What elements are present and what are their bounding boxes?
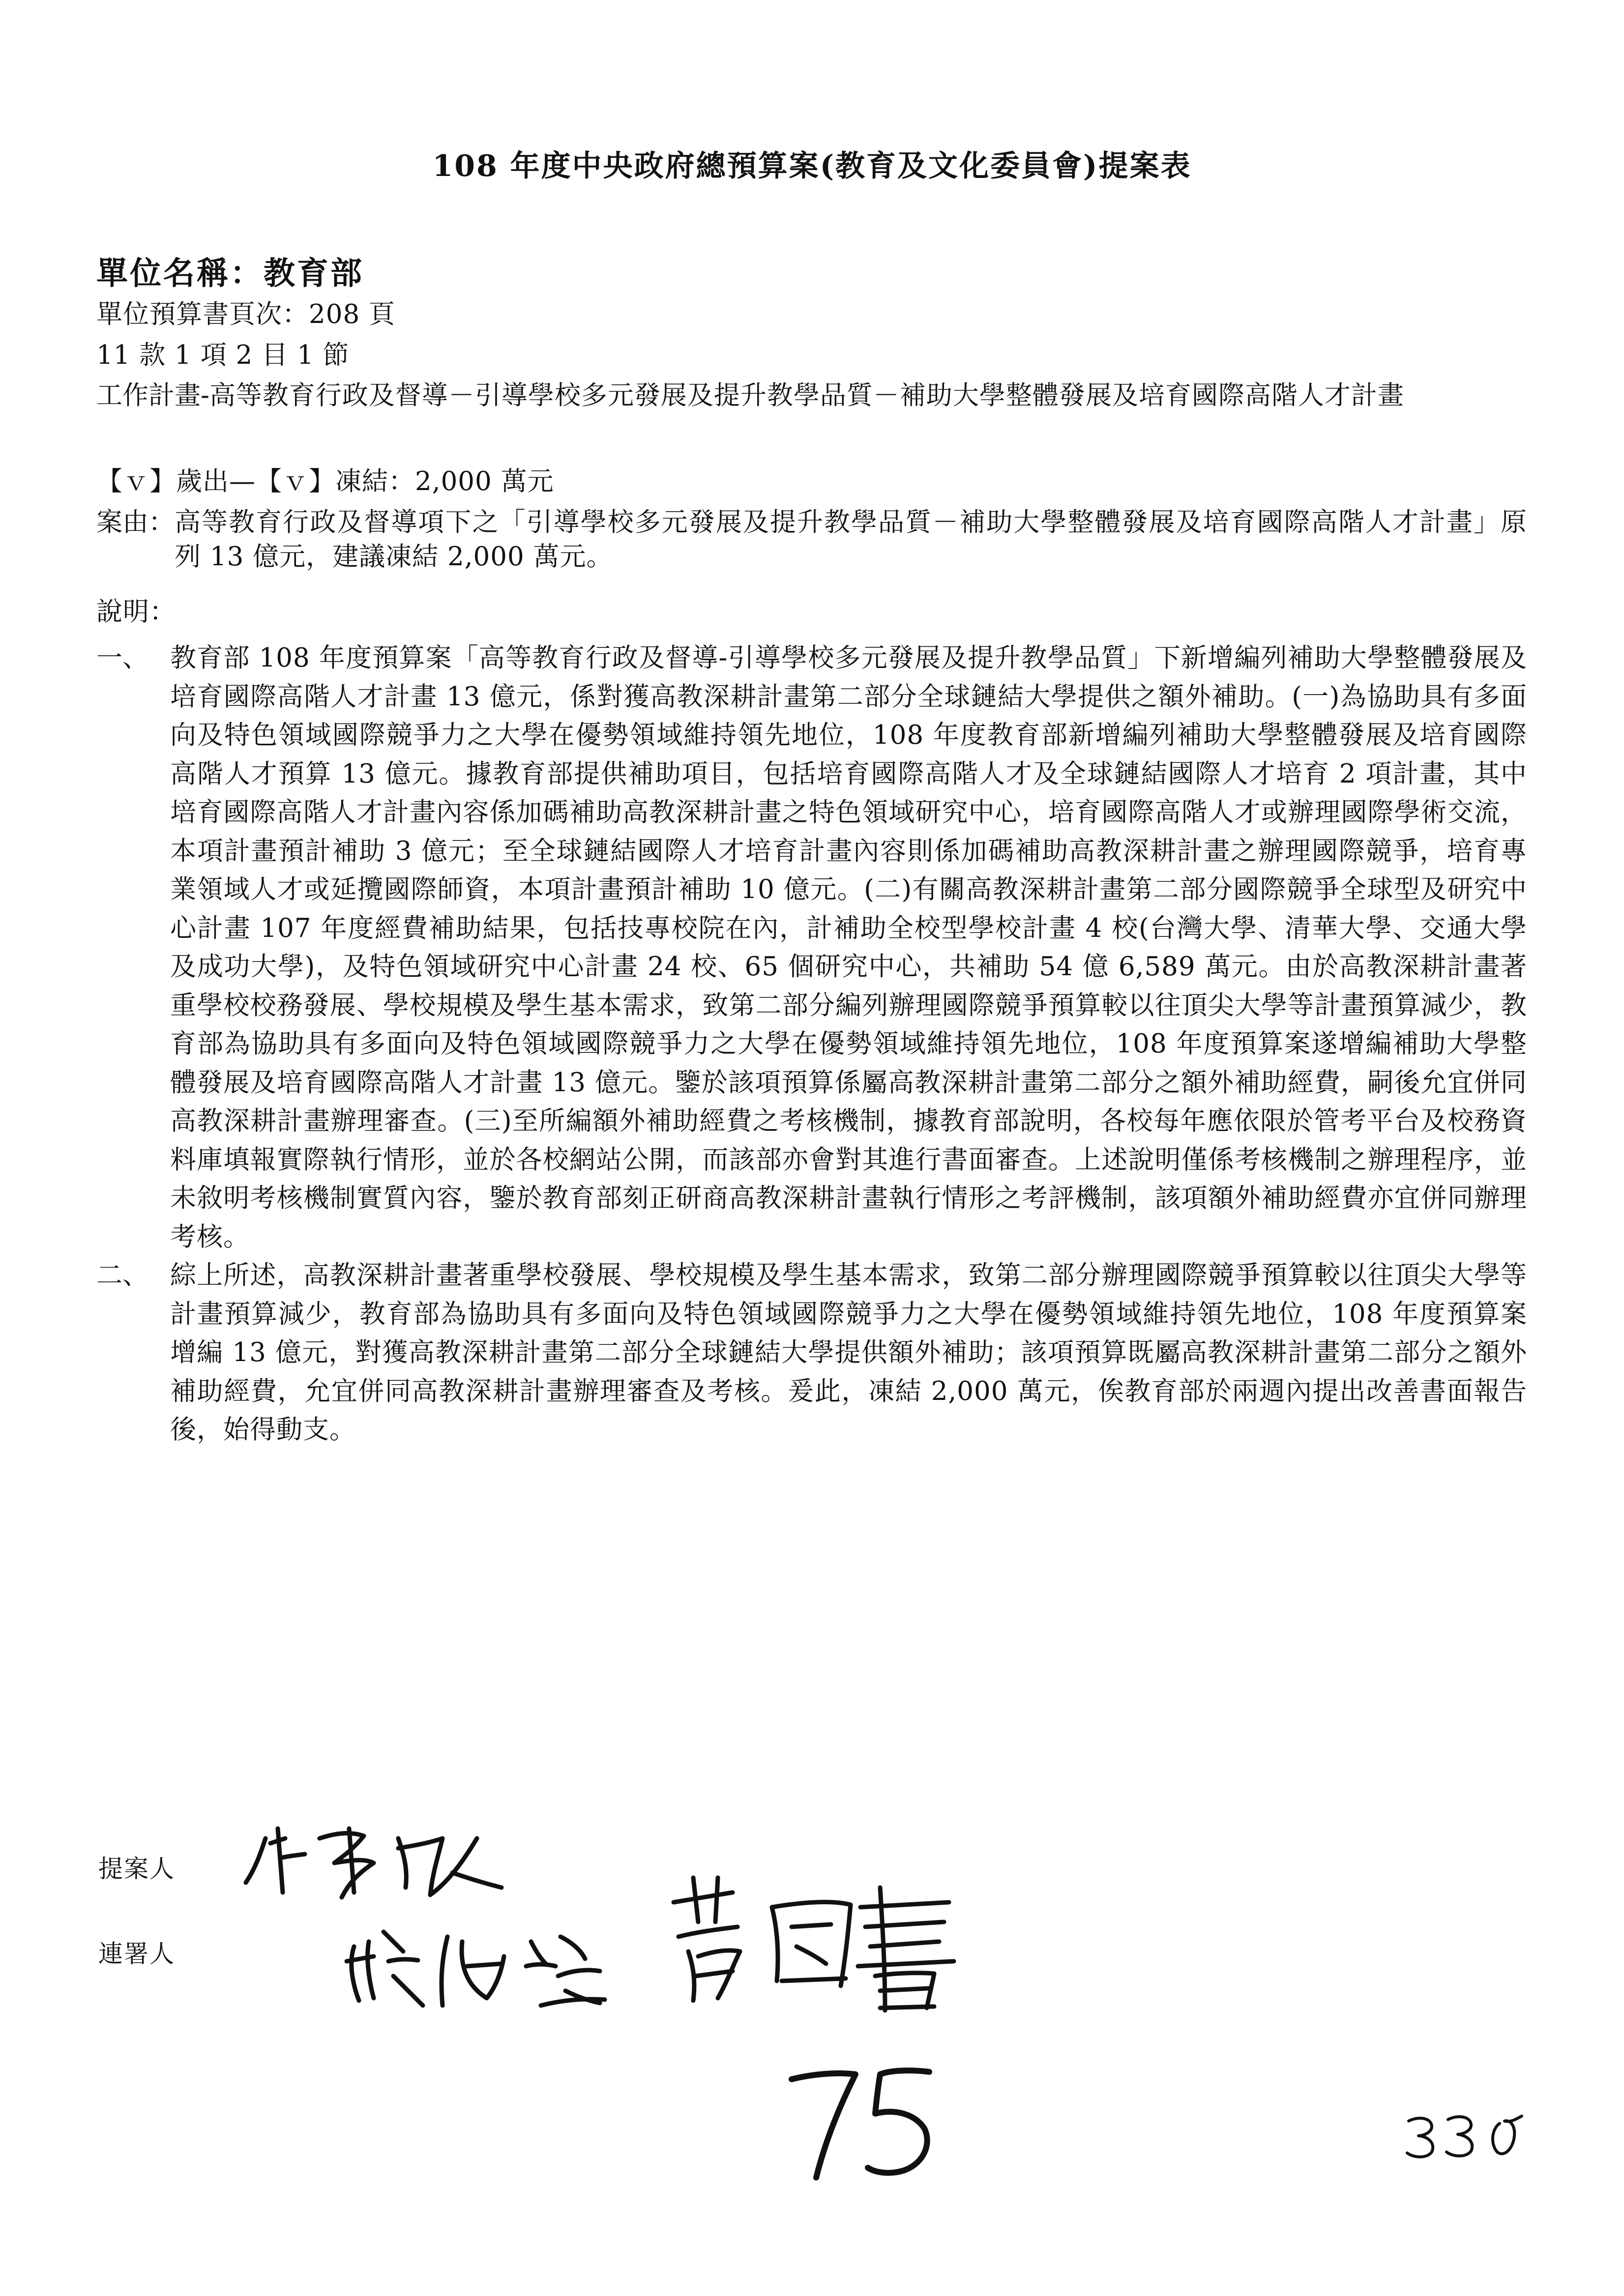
work-plan-label: 工作計畫- <box>96 380 209 410</box>
work-plan-text: 高等教育行政及督導－引導學校多元發展及提升教學品質－補助大學整體發展及培育國際高階人才計畫 <box>209 380 1404 410</box>
budget-page: 單位預算書頁次：208 頁 <box>96 299 396 329</box>
item-text: 綜上所述，高教深耕計畫著重學校發展、學校規模及學生基本需求，致第二部分辦理國際競爭預算較以往頂尖大學等計畫預算減少，教育部為協助具有多面向及特色領域國際競爭力之大學在優勢領域維持領先地位，108 年度預算案增編 13 億元，對獲高教深耕計畫第二部分全球鏈結大學提供額外補助；該項預算既屬高教深耕計畫第二部分之額外補助經費，允宜併同高教深耕計畫辦理審查及考核。爰此，凍結 2,000 萬元，俟教育部於兩週內提出改善書面報告後，始得動支。 <box>170 1260 1527 1445</box>
case-label: 案由： <box>96 507 175 537</box>
explanation-item-1 <box>96 639 1527 1256</box>
budget-code: 11 款 1 項 2 目 1 節 <box>96 340 350 370</box>
item-number: 一、 <box>96 643 148 673</box>
freeze-line: 【ｖ】歲出—【ｖ】凍結：2,000 萬元 <box>96 466 554 496</box>
explanation-items <box>96 639 1527 1450</box>
proposer-label: 提案人 <box>98 1855 175 1883</box>
explanation-label: 說明： <box>96 597 176 627</box>
cosigner-label: 連署人 <box>98 1940 175 1968</box>
case-section <box>96 505 1527 574</box>
explanation-item-2 <box>96 1256 1527 1450</box>
item-number: 二、 <box>96 1260 148 1290</box>
work-plan <box>96 378 1522 413</box>
unit-name: 單位名稱：教育部 <box>96 255 364 292</box>
case-text: 高等教育行政及督導項下之「引導學校多元發展及提升教學品質－補助大學整體發展及培育國際高階人才計畫」原列 13 億元，建議凍結 2,000 萬元。 <box>175 507 1527 572</box>
page-title: 108 年度中央政府總預算案(教育及文化委員會)提案表 <box>432 149 1192 183</box>
item-text: 教育部 108 年度預算案「高等教育行政及督導-引導學校多元發展及提升教學品質」下新增編列補助大學整體發展及培育國際高階人才計畫 13 億元，係對獲高教深耕計畫第二部分全球鏈結大學提供之額外補助。(一)為協助具有多面向及特色領域國際競爭力之大學在優勢領域維持領先地位，108 年度教育部新增編列補助大學整體發展及培育國際高階人才預算 13 億元。據教育部提供補助項目，包括培育國際高階人才及全球鏈結國際人才培育 2 項計畫，其中培育國際高階人才計畫內容係加碼補助高教深耕計畫之特色領域研究中心，培育國際高階人才或辦理國際學術交流，本項計畫預計補助 3 億元；至全球鏈結國際人才培育計畫內容則係加碼補助高教深耕計畫之辦理國際競爭，培育專業領域人才或延攬國際師資，本項計畫預計補助 10 億元。(二)有關高教深耕計畫第二部分國際競爭全球型及研究中心計畫 107 年度經費補助結果，包括技專校院在內，計補助全校型學校計畫 4 校(台灣大學、清華大學、交通大學及成功大學)，及特色領域研究中心計畫 24 校、65 個研究中心，共補助 54 億 6,589 萬元。由於高教深耕計畫著重學校校務發展、學校規模及學生基本需求，致第二部分編列辦理國際競爭預算較以往頂尖大學等計畫預算減少，教育部為協助具有多面向及特色領域國際競爭力之大學在優勢領域維持領先地位，108 年度預算案遂增編補助大學整體發展及培育國際高階人才計畫 13 億元。鑒於該項預算係屬高教深耕計畫第二部分之額外補助經費，嗣後允宜併同高教深耕計畫辦理審查。(三)至所編額外補助經費之考核機制，據教育部說明，各校每年應依限於管考平台及校務資料庫填報實際執行情形，並於各校網站公開，而該部亦會對其進行書面審查。上述說明僅係考核機制之辦理程序，並未敘明考核機制實質內容，鑒於教育部刻正研商高教深耕計畫執行情形之考評機制，該項額外補助經費亦宜併同辦理考核。 <box>170 643 1527 1252</box>
